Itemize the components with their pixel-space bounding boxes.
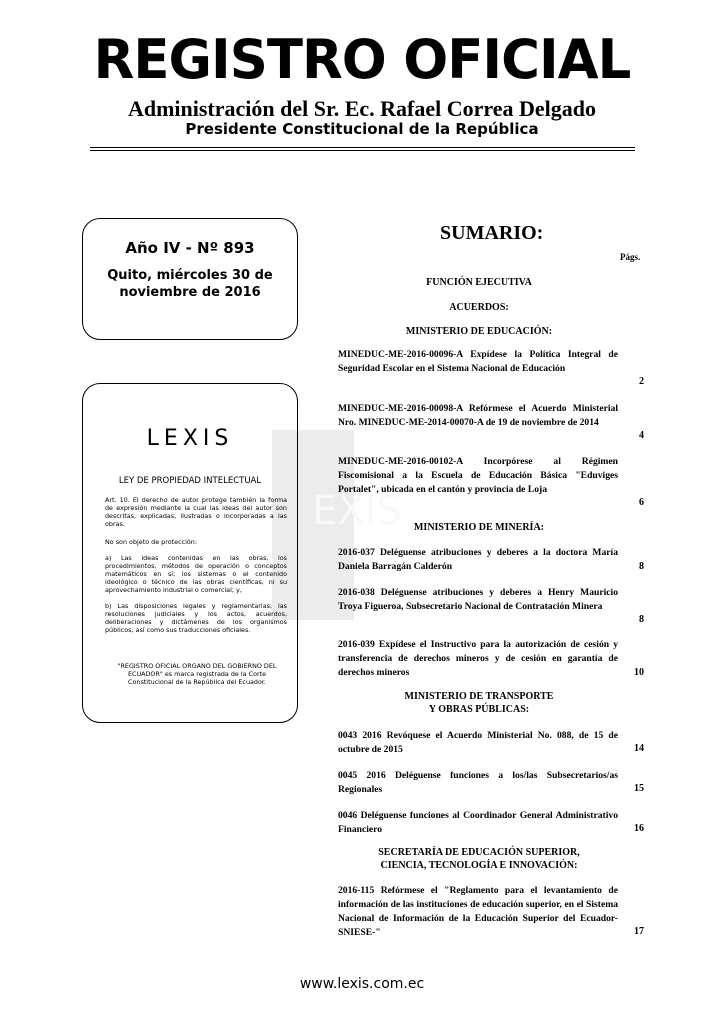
entry-text: Incorpórese al Régimen Fiscomisional a la Escuela de Educación Básica "Eduviges Portalet", ubicada en el cantón y provincia de Loja (338, 456, 619, 495)
entry-page: 17 (634, 926, 644, 937)
section-heading-line-2: Y OBRAS PÚBLICAS: (428, 704, 530, 715)
sumario-title: SUMARIO: (440, 222, 544, 244)
section-heading-senescyt (338, 846, 620, 872)
entry-code: 0046 (338, 810, 358, 821)
entry-text: Refórmese el "Reglamento para el levantamiento de información de las instituciones de educación superior, en el Sistema Nacional de Información de la Educación Superior del Ecuador- SNIESE-" (338, 885, 618, 938)
article-10-text: Art. 10. El derecho de autor protege también la forma de expresión mediante la cual las ideas del autor son descritas, explicadas, ilustradas o incorporadas a las obras. (105, 496, 287, 528)
section-heading-educacion: MINISTERIO DE EDUCACIÓN: (405, 326, 553, 337)
lexis-notice-box (82, 383, 298, 723)
entry-educacion-1 (338, 348, 618, 376)
entry-code: MINEDUC-ME-2016-00102-A (338, 456, 463, 467)
entry-code: 2016-115 (338, 885, 375, 896)
entry-text: Expídese el Instructivo para la autorización de cesión y transferencia de derechos mineros y de cesión en garantía de derechos mineros (338, 639, 618, 678)
issue-date-line-2: noviembre de 2016 (119, 285, 261, 300)
entry-code: 2016-038 (338, 587, 375, 598)
entry-page: 8 (639, 614, 644, 625)
clause-a-text: a) Las ideas contenidas en las obras, los procedimientos, métodos de operación o conceptos matemáticos en sí; los sistemas o el contenido ideológico o técnico de las obras científicas, ni su aprovechamiento industrial o comercial; y, (105, 554, 287, 594)
entry-page: 15 (634, 783, 644, 794)
president-line: Presidente Constitucional de la República (185, 120, 539, 138)
entry-page: 14 (634, 743, 644, 754)
administration-line: Administración del Sr. Ec. Rafael Correa Delgado (127, 96, 597, 121)
entry-text: Refórmese el Acuerdo Ministerial Nro. MINEDUC-ME-2014-00070-A de 19 de noviembre de 2014 (338, 403, 618, 428)
entry-text: Revóquese el Acuerdo Ministerial No. 088, de 15 de octubre de 2015 (338, 730, 618, 755)
entry-page: 6 (639, 497, 644, 508)
entry-text: Deléguense atribuciones y deberes a Henry Mauricio Troya Figueroa, Subsecretario Nacional de Contratación Minera (338, 587, 618, 612)
entry-page: 8 (639, 561, 644, 572)
entry-page: 4 (639, 430, 644, 441)
entry-mineria-3 (338, 638, 618, 680)
section-heading-line-1: SECRETARÍA DE EDUCACIÓN SUPERIOR, (378, 847, 580, 858)
pags-label: Págs. (620, 252, 641, 262)
entry-code: MINEDUC-ME-2016-00096-A (338, 349, 463, 360)
entry-text: Deléguense funciones a los/las Subsecretarios/as Regionales (338, 770, 618, 795)
entry-transporte-3 (338, 809, 618, 837)
entry-text: Deléguense atribuciones y deberes a la doctora María Daniela Barragán Calderón (338, 547, 618, 572)
entry-educacion-3 (338, 455, 618, 497)
issue-date (83, 267, 297, 301)
issue-date-line-1: Quito, miércoles 30 de (107, 268, 273, 283)
entry-page: 2 (639, 376, 644, 387)
footer-url[interactable]: www.lexis.com.ec (299, 976, 425, 992)
entry-senescyt-1 (338, 884, 618, 940)
funcion-heading: FUNCIÓN EJECUTIVA (426, 277, 532, 288)
entry-text: Deléguense funciones al Coordinador General Administrativo Financiero (338, 810, 618, 835)
entry-code: 2016-037 (338, 547, 375, 558)
header-divider-bottom (90, 150, 635, 151)
entry-page: 16 (634, 823, 644, 834)
entry-transporte-2 (338, 769, 618, 797)
no-objeto-text: No son objeto de protección: (105, 538, 197, 546)
entry-code: 0045 2016 (338, 770, 386, 781)
trademark-notice: "REGISTRO OFICIAL ORGANO DEL GOBIERNO DEL ECUADOR" es marca registrada de la Corte Constitucional de la República del Ecuador. (117, 662, 277, 686)
masthead-title: REGISTRO OFICIAL (93, 28, 631, 91)
header-divider-top (90, 147, 635, 148)
entry-page: 10 (634, 667, 644, 678)
watermark-text: EXIS (312, 488, 402, 534)
entry-code: 0043 2016 (338, 730, 382, 741)
entry-code: 2016-039 (338, 639, 375, 650)
issue-number: Año IV - Nº 893 (125, 239, 255, 257)
entry-educacion-2 (338, 402, 618, 430)
acuerdos-heading: ACUERDOS: (449, 302, 509, 313)
entry-code: MINEDUC-ME-2016-00098-A (338, 403, 463, 414)
ley-heading: LEY DE PROPIEDAD INTELECTUAL (118, 476, 262, 486)
section-heading-transporte (338, 690, 620, 716)
section-heading-mineria: MINISTERIO DE MINERÍA: (413, 522, 544, 533)
lexis-logo: LEXIS (146, 426, 234, 451)
issue-box (82, 218, 298, 340)
clause-b-text: b) Las disposiciones legales y reglamentarias, las resoluciones judiciales y los actos, acuerdos, deliberaciones y dictámenes de los organismos públicos, así como sus traducciones oficiales. (105, 602, 287, 634)
entry-mineria-2 (338, 586, 618, 614)
entry-transporte-1 (338, 729, 618, 757)
entry-text: Expídese la Política Integral de Seguridad Escolar en el Sistema Nacional de Educación (338, 349, 618, 374)
section-heading-line-2: CIENCIA, TECNOLOGÍA E INNOVACIÓN: (380, 860, 578, 871)
section-heading-line-1: MINISTERIO DE TRANSPORTE (404, 691, 554, 702)
entry-mineria-1 (338, 546, 618, 574)
